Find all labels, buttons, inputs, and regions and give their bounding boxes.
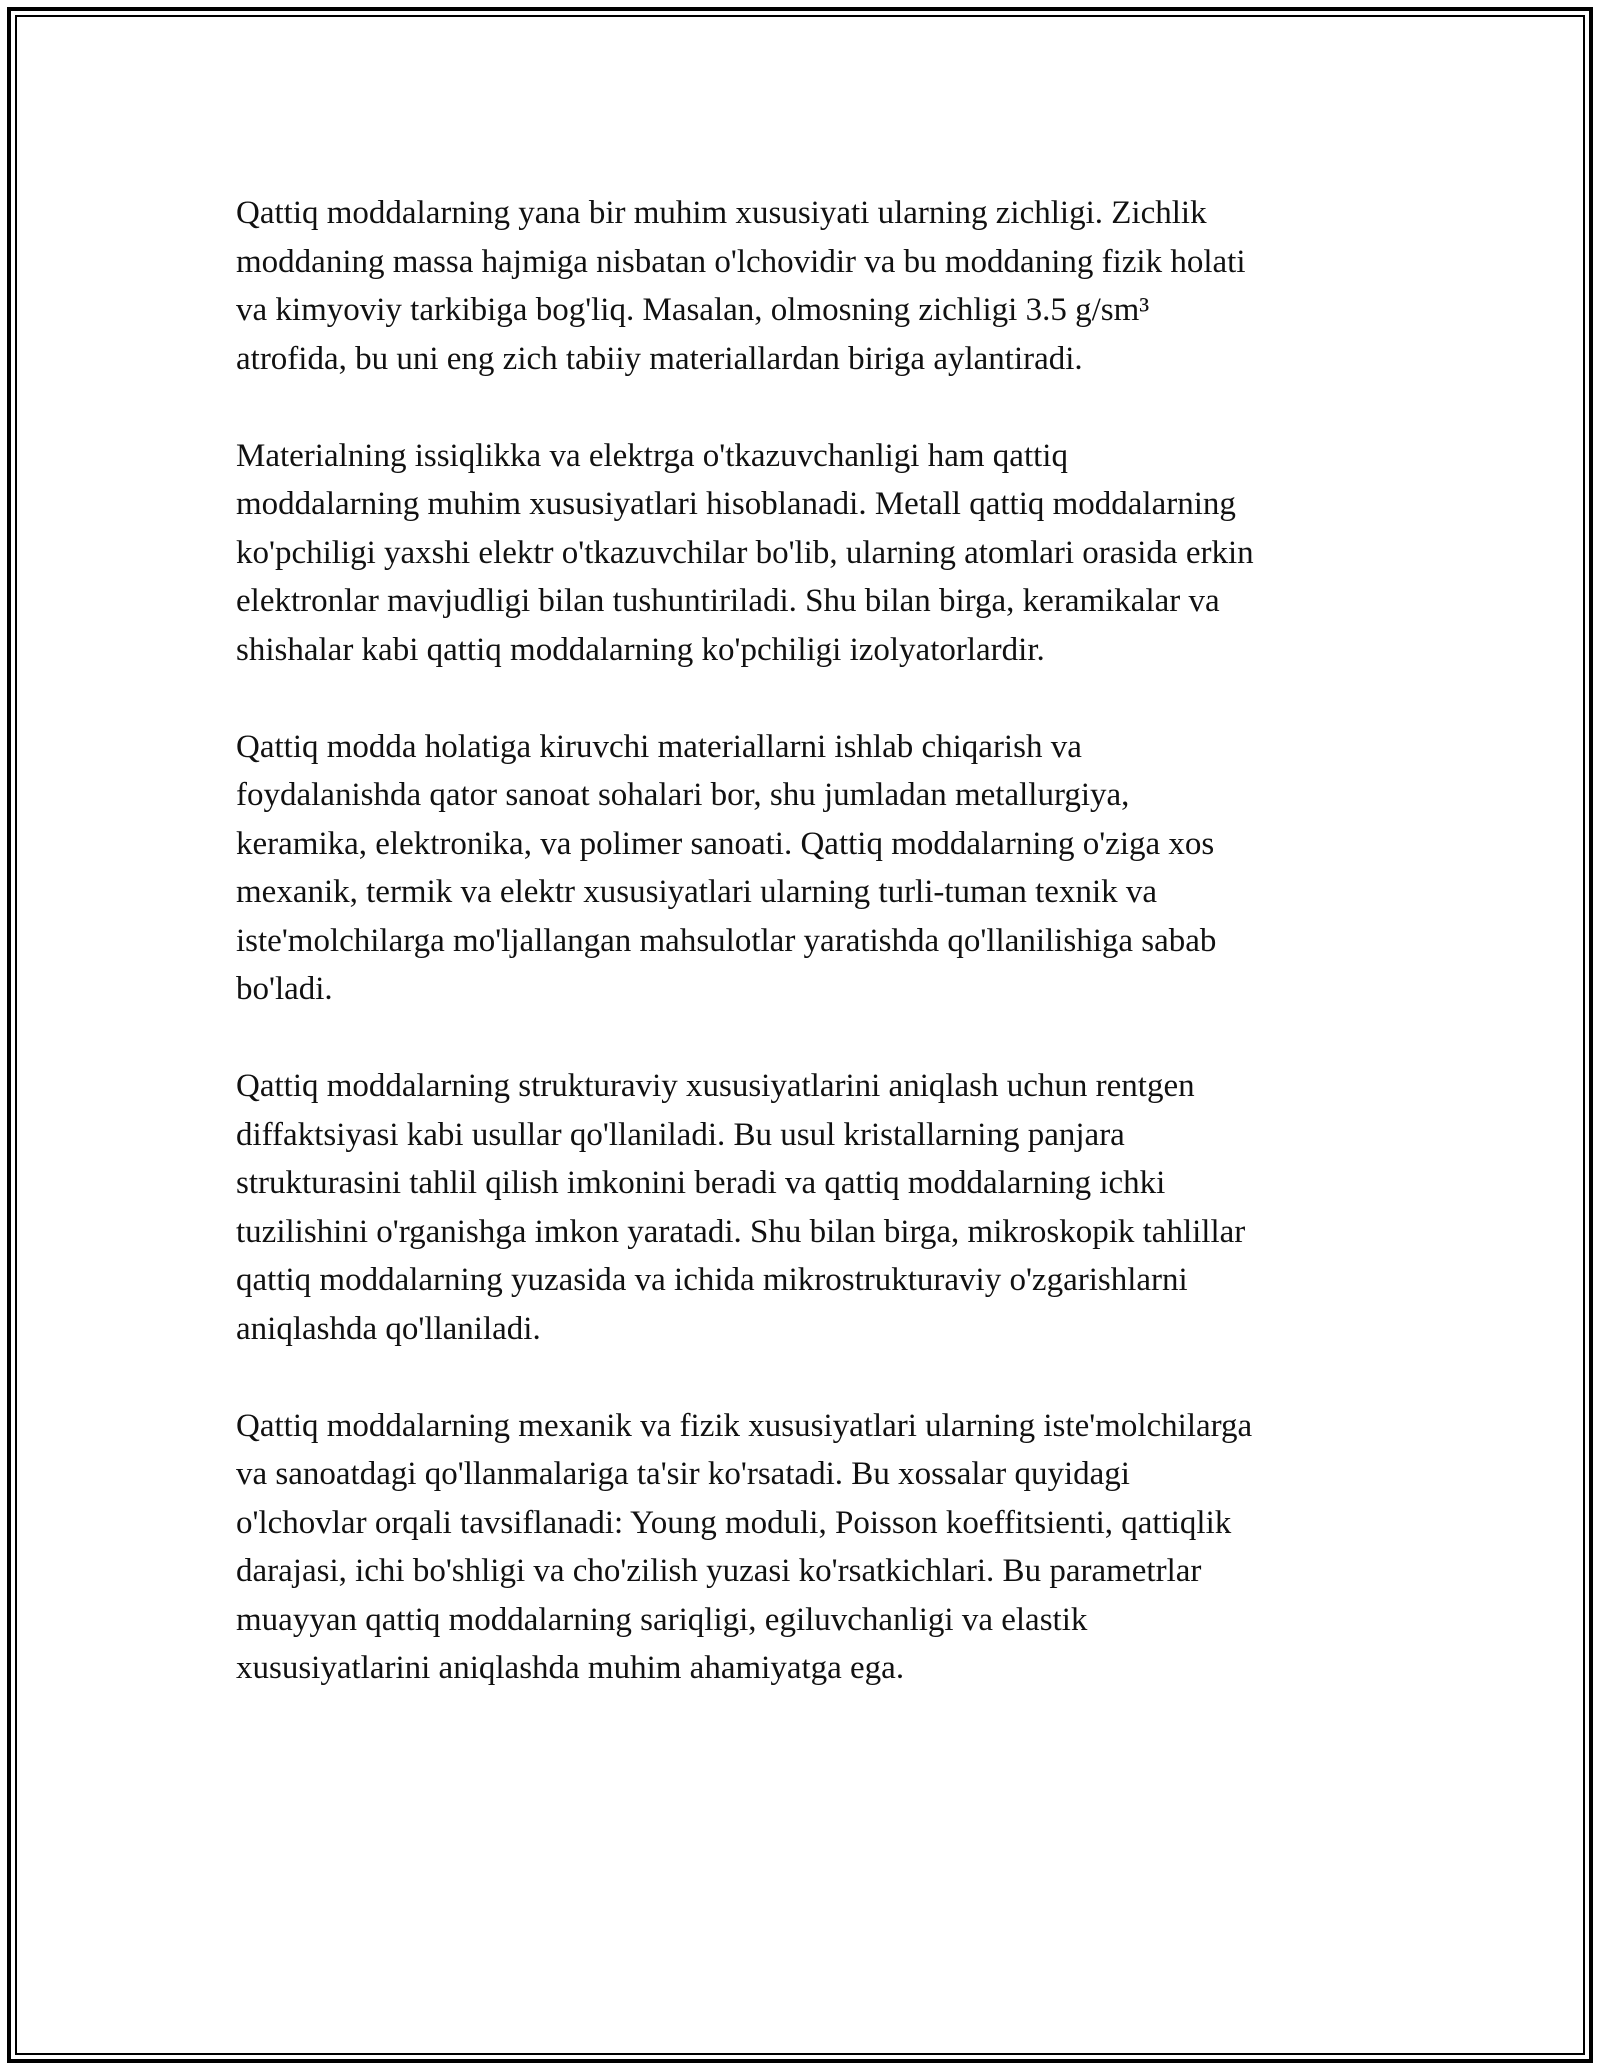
paragraph-industry: Qattiq modda holatiga kiruvchi materiallarni ishlab chiqarish va foydalanishda qator sanoat sohalari bor, shu jumladan metallurgiya, keramika, elektronika, va polimer sanoati. Qattiq moddalarning o'ziga xos mexanik, termik va elektr xususiyatlari ularning turli-tuman texnik va iste'molchilarga mo'ljallangan mahsulotlar yaratishda qo'llanilishiga sabab bo'ladi. [236, 728, 1217, 1007]
paragraph-density: Qattiq moddalarning yana bir muhim xususiyati ularning zichligi. Zichlik moddaning massa hajmiga nisbatan o'lchovidir va bu moddaning fizik holati va kimyoviy tarkibiga bog'liq. Masalan, olmosning zichligi 3.5 g/sm³ atrofida, bu uni eng zich tabiiy materiallardan biriga aylantiradi. [236, 195, 1246, 377]
paragraph-conductivity: Materialning issiqlikka va elektrga o'tkazuvchanligi ham qattiq moddalarning muhim xususiyatlari hisoblanadi. Metall qattiq moddalarning ko'pchiligi yaxshi elektr o'tkazuvchilar bo'lib, ularning atomlari orasida erkin elektronlar mavjudligi bilan tushuntiriladi. Shu bilan birga, keramikalar va shishalar kabi qattiq moddalarning ko'pchiligi izolyatorlardir. [236, 437, 1254, 668]
paragraph-structure-analysis: Qattiq moddalarning strukturaviy xususiyatlarini aniqlash uchun rentgen diffaktsiyasi kabi usullar qo'llaniladi. Bu usul kristallarning panjara strukturasini tahlil qilish imkonini beradi va qattiq moddalarning ichki tuzilishini o'rganishga imkon yaratadi. Shu bilan birga, mikroskopik tahlillar qattiq moddalarning yuzasida va ichida mikrostrukturaviy o'zgarishlarni aniqlashda qo'llaniladi. [236, 1068, 1246, 1347]
document-body [236, 189, 1386, 1741]
paragraph-mechanical-properties: Qattiq moddalarning mexanik va fizik xususiyatlari ularning iste'molchilarga va sanoatdagi qo'llanmalariga ta'sir ko'rsatadi. Bu xossalar quyidagi o'lchovlar orqali tavsiflanadi: Young moduli, Poisson koeffitsienti, qattiqlik darajasi, ichi bo'shligi va cho'zilish yuzasi ko'rsatkichlari. Bu parametrlar muayyan qattiq moddalarning sariqligi, egiluvchanligi va elastik xususiyatlarini aniqlashda muhim ahamiyatga ega. [236, 1407, 1253, 1686]
